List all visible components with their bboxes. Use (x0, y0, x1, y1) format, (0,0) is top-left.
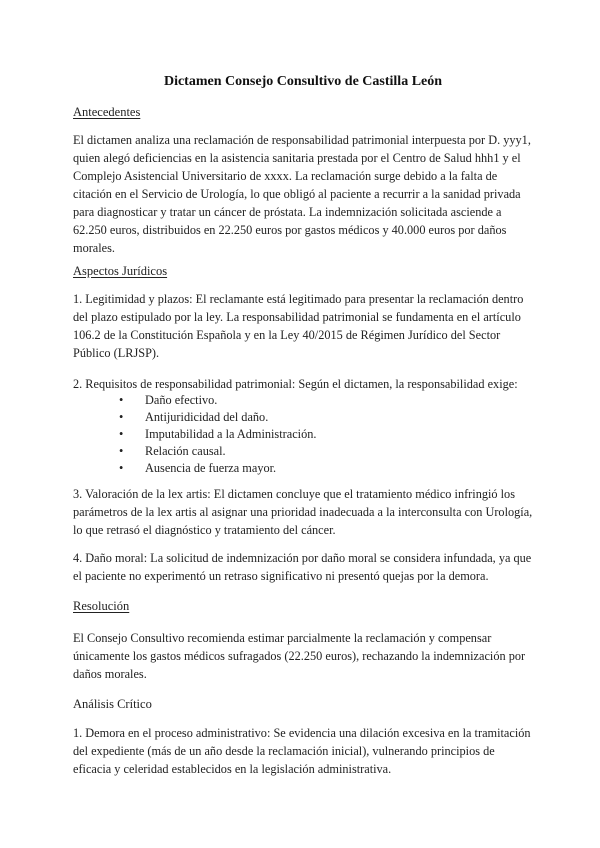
paragraph-legitimidad: 1. Legitimidad y plazos: El reclamante está legitimado para presentar la reclamación dentro del plazo estipulado por la ley. La responsabilidad patrimonial se fundamenta en el artículo 106.2 de la Constitución Española y en la Ley 40/2015 de Régimen Jurídico del Sector Público (LRJSP). (73, 292, 524, 360)
list-item: • Relación causal. (119, 444, 226, 458)
bullet-icon: • (119, 427, 124, 441)
heading-antecedentes: Antecedentes (73, 105, 141, 119)
paragraph-demora: 1. Demora en el proceso administrativo: Se evidencia una dilación excesiva en la tramitación del expediente (más de un año desde la reclamación inicial), vulnerando principios de eficacia y celeridad establecidos en la legislación administrativa. (73, 726, 531, 776)
requisitos-list (73, 392, 533, 477)
paragraph-requisitos: 2. Requisitos de responsabilidad patrimonial: Según el dictamen, la responsabilidad exige: (73, 377, 518, 391)
heading-aspectos-juridicos: Aspectos Jurídicos (73, 264, 168, 278)
list-item: • Daño efectivo. (119, 393, 218, 407)
paragraph-lex-artis: 3. Valoración de la lex artis: El dictamen concluye que el tratamiento médico infringió los parámetros de la lex artis al asignar una prioridad inadecuada a la interconsulta con Urología, lo que retrasó el diagnóstico y tratamiento del cáncer. (73, 487, 533, 537)
bullet-icon: • (119, 444, 124, 458)
paragraph-dano-moral: 4. Daño moral: La solicitud de indemnización por daño moral se considera infundada, ya que el paciente no experimentó un retraso significativo ni presentó quejas por la demora. (73, 551, 532, 583)
bullet-icon: • (119, 393, 124, 407)
list-item: • Imputabilidad a la Administración. (119, 427, 317, 441)
document-title: Dictamen Consejo Consultivo de Castilla León (163, 74, 443, 89)
bullet-icon: • (119, 461, 124, 475)
list-item: • Ausencia de fuerza mayor. (119, 461, 277, 475)
bullet-icon: • (119, 410, 124, 424)
list-item: • Antijuridicidad del daño. (119, 410, 269, 424)
paragraph-antecedentes: El dictamen analiza una reclamación de responsabilidad patrimonial interpuesta por D. yyy1, quien alegó deficiencias en la asistencia sanitaria prestada por el Centro de Salud hhh1 y el Complejo Asistencial Universitario de xxxx. La reclamación surge debido a la falta de citación en el Servicio de Urología, lo que obligó al paciente a recurrir a la sanidad privada para diagnosticar y tratar un cáncer de próstata. La indemnización solicitada asciende a 62.250 euros, distribuidos en 22.250 euros por gastos médicos y 40.000 euros por daños morales. (73, 133, 531, 255)
heading-resolucion: Resolución (73, 599, 130, 613)
paragraph-resolucion: El Consejo Consultivo recomienda estimar parcialmente la reclamación y compensar únicamente los gastos médicos sufragados (22.250 euros), rechazando la indemnización por daños morales. (73, 631, 526, 681)
heading-analisis-critico: Análisis Crítico (73, 697, 152, 711)
